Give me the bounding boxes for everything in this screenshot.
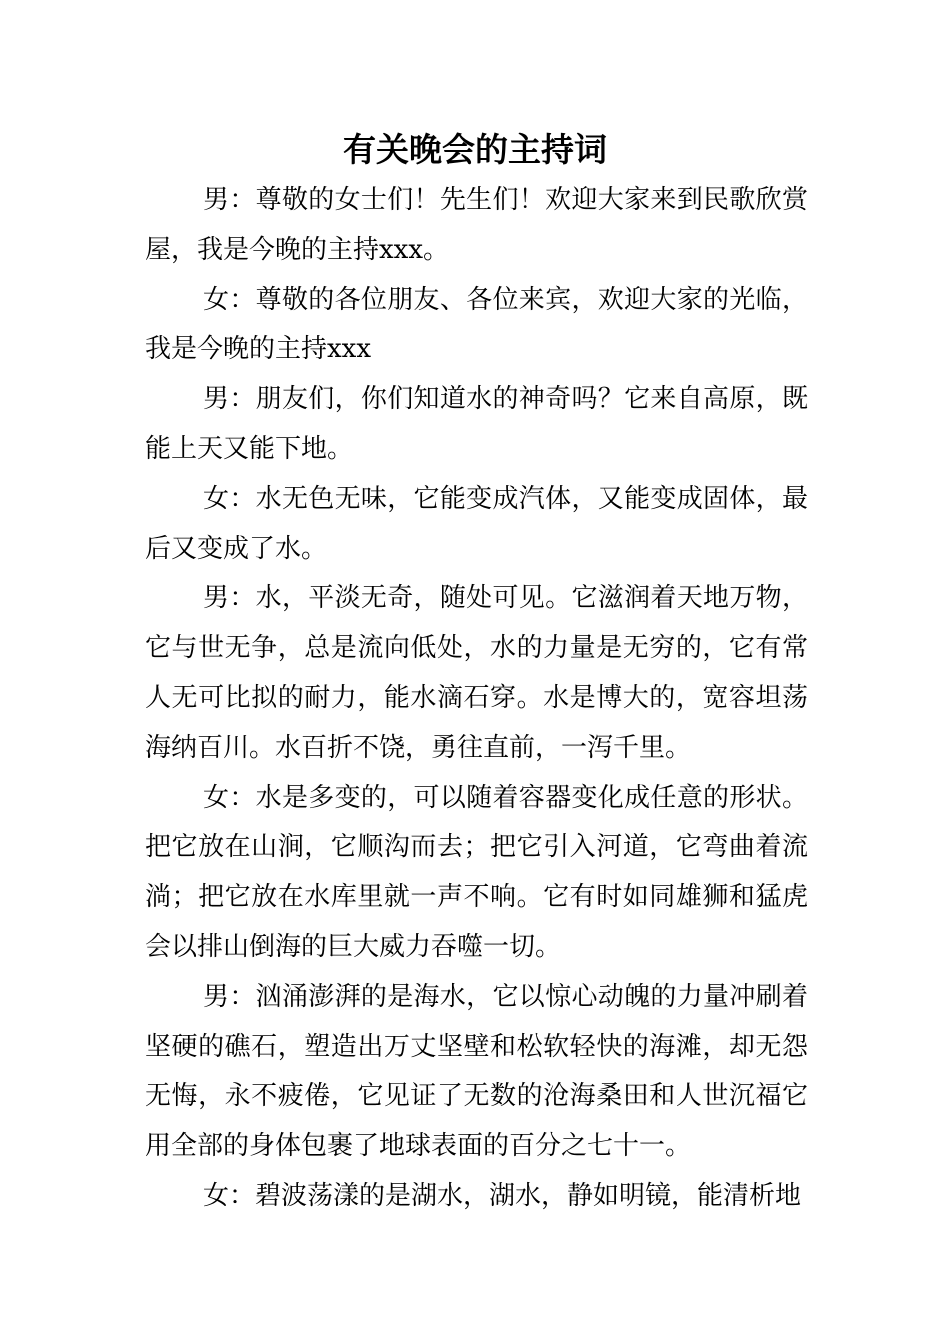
paragraph: 女：水是多变的，可以随着容器变化成任意的形状。把它放在山涧，它顺沟而去；把它引入河道，它弯曲着流淌；把它放在水库里就一声不响。它有时如同雄狮和猛虎会以排山倒海的巨大威力吞噬一切。 xyxy=(145,782,808,962)
document-title: 有关晚会的主持词 xyxy=(343,130,607,169)
document-body xyxy=(145,176,808,1222)
paragraph: 男：朋友们，你们知道水的神奇吗？它来自高原，既能上天又能下地。 xyxy=(145,384,808,464)
paragraph: 男：水，平淡无奇，随处可见。它滋润着天地万物，它与世无争，总是流向低处，水的力量是无穷的，它有常人无可比拟的耐力，能水滴石穿。水是博大的，宽容坦荡海纳百川。水百折不饶，勇往直前，一泻千里。 xyxy=(145,583,808,763)
paragraph: 女：尊敬的各位朋友、各位来宾，欢迎大家的光临，我是今晚的主持xxx xyxy=(145,284,808,365)
paragraph: 女：水无色无味，它能变成汽体，又能变成固体，最后又变成了水。 xyxy=(145,483,808,564)
paragraph: 男：汹涌澎湃的是海水，它以惊心动魄的力量冲刷着坚硬的礁石，塑造出万丈坚壁和松软轻快的海滩，却无怨无悔，永不疲倦，它见证了无数的沧海桑田和人世沉福它用全部的身体包裹了地球表面的百分之七十一。 xyxy=(145,981,808,1162)
paragraph: 女：碧波荡漾的是湖水，湖水，静如明镜，能清析地 xyxy=(203,1180,802,1211)
paragraph: 男：尊敬的女士们！先生们！欢迎大家来到民歌欣赏屋，我是今晚的主持xxx。 xyxy=(145,185,808,265)
